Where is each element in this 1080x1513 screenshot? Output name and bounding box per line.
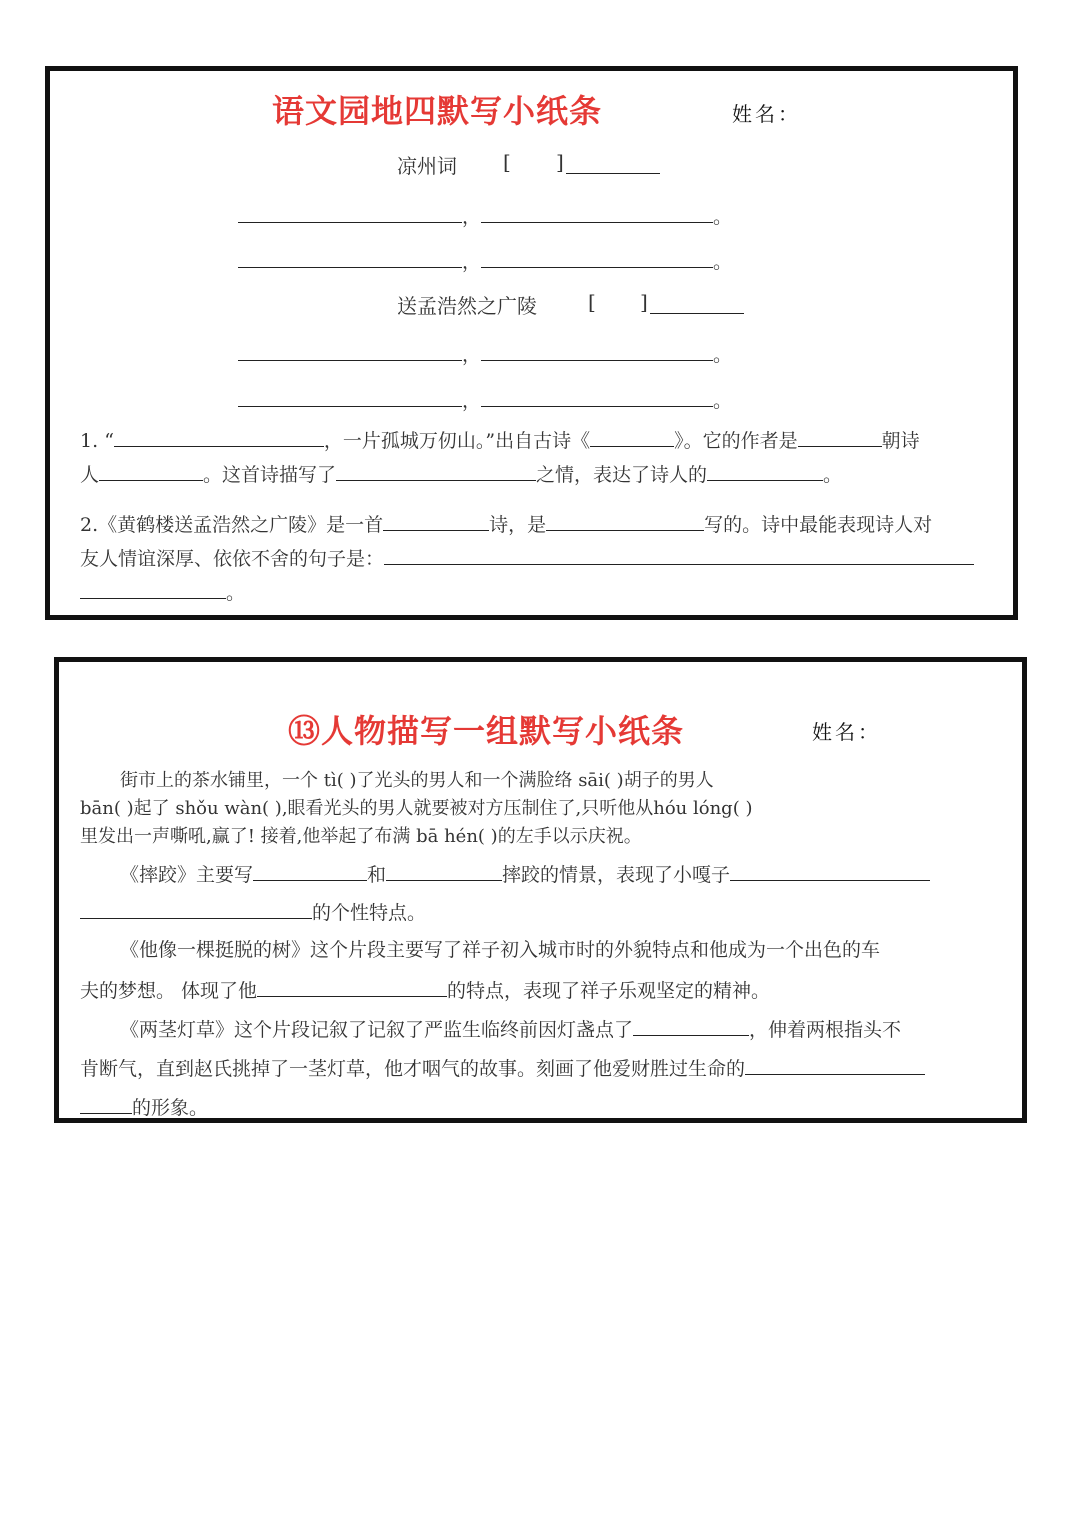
q2-text: 。 bbox=[226, 582, 246, 604]
comma: ， bbox=[462, 251, 482, 273]
q2-text: 写的。诗中最能表现诗人对 bbox=[704, 514, 933, 536]
para1-line-2: bān( )起了 shǒu wàn( ),眼看光头的男人就要被对方压制住了,只听他从hóu lóng( ) bbox=[80, 798, 753, 819]
poem2-author-blank[interactable] bbox=[650, 293, 744, 314]
answer-blank[interactable] bbox=[238, 338, 462, 361]
answer-blank[interactable] bbox=[80, 1093, 132, 1114]
comma: ， bbox=[462, 206, 482, 228]
question-2-line-1 bbox=[80, 508, 932, 542]
answer-blank[interactable] bbox=[238, 245, 462, 268]
poem2-bracket-left: [ bbox=[588, 290, 596, 314]
answer-blank[interactable] bbox=[481, 384, 713, 407]
question-2-line-2 bbox=[80, 542, 974, 576]
answer-blank[interactable] bbox=[745, 1054, 925, 1075]
q1-text: 人 bbox=[80, 464, 100, 486]
answer-blank[interactable] bbox=[253, 860, 367, 881]
para4-text: 《两茎灯草》这个片段记叙了记叙了严监生临终前因灯盏点了 bbox=[120, 1019, 634, 1041]
q2-text: 诗，是 bbox=[489, 514, 547, 536]
para3-text: 夫的梦想。 体现了他 bbox=[80, 980, 258, 1002]
answer-blank[interactable] bbox=[481, 200, 713, 223]
answer-blank[interactable] bbox=[633, 1015, 749, 1036]
card1-title: 语文园地四默写小纸条 bbox=[272, 92, 603, 130]
answer-blank[interactable] bbox=[384, 544, 974, 565]
para2-text: 的个性特点。 bbox=[312, 902, 427, 924]
card2-name-label: 姓名： bbox=[812, 720, 881, 744]
para2-text: 和 bbox=[367, 864, 387, 886]
period: 。 bbox=[713, 344, 733, 366]
comma: ， bbox=[462, 390, 482, 412]
para2-line-1 bbox=[80, 860, 1040, 888]
question-1-line-1 bbox=[80, 424, 920, 458]
poem1-bracket-right: ] bbox=[556, 150, 564, 174]
para1-line-3: 里发出一声嘶吼,赢了! 接着,他举起了布满 bā hén( )的左手以示庆祝。 bbox=[80, 826, 642, 847]
q1-text: 之情，表达了诗人的 bbox=[536, 464, 708, 486]
answer-blank[interactable] bbox=[336, 460, 536, 481]
para4-text: 的形象。 bbox=[132, 1097, 209, 1119]
poem2-title: 送孟浩然之广陵 bbox=[397, 294, 537, 318]
period: 。 bbox=[713, 390, 733, 412]
poem1-author-blank[interactable] bbox=[566, 153, 660, 174]
answer-blank[interactable] bbox=[99, 460, 203, 481]
period: 。 bbox=[713, 251, 733, 273]
answer-blank[interactable] bbox=[80, 898, 312, 919]
para1-line-1: 街市上的茶水铺里，一个 tì( )了光头的男人和一个满脸络 sāi( )胡子的男人 bbox=[120, 770, 714, 791]
answer-blank[interactable] bbox=[707, 460, 823, 481]
question-2-line-3 bbox=[80, 576, 245, 610]
card2-title: ⑬人物描写一组默写小纸条 bbox=[288, 712, 685, 750]
poem2-line-1 bbox=[238, 338, 732, 367]
para2-line-2 bbox=[80, 898, 1000, 926]
answer-blank[interactable] bbox=[481, 245, 713, 268]
q2-text: 友人情谊深厚、依依不舍的句子是： bbox=[80, 548, 385, 570]
answer-blank[interactable] bbox=[80, 578, 226, 599]
card1-name-label: 姓名： bbox=[732, 102, 801, 126]
para2-text: 《摔跤》主要写 bbox=[120, 864, 254, 886]
para4-line-3 bbox=[80, 1093, 1000, 1121]
answer-blank[interactable] bbox=[798, 426, 882, 447]
q1-text: 朝诗 bbox=[881, 430, 920, 452]
answer-blank[interactable] bbox=[238, 384, 462, 407]
period: 。 bbox=[713, 206, 733, 228]
poem2-bracket-right: ] bbox=[640, 290, 648, 314]
answer-blank[interactable] bbox=[383, 510, 489, 531]
poem1-title: 凉州词 bbox=[397, 154, 457, 178]
answer-blank[interactable] bbox=[590, 426, 674, 447]
para3-line-2 bbox=[80, 976, 1000, 1004]
q1-text: 》。它的作者是 bbox=[674, 430, 798, 452]
answer-blank[interactable] bbox=[257, 976, 447, 997]
question-1-line-2 bbox=[80, 458, 842, 492]
comma: ， bbox=[462, 344, 482, 366]
para3-text: 的特点，表现了祥子乐观坚定的精神。 bbox=[447, 980, 771, 1002]
q1-text: 。这首诗描写了 bbox=[203, 464, 337, 486]
para4-text: 肯断气，直到赵氏挑掉了一茎灯草，他才咽气的故事。刻画了他爱财胜过生命的 bbox=[80, 1058, 746, 1080]
q1-number: 1. bbox=[80, 430, 99, 452]
para4-line-1 bbox=[80, 1015, 1040, 1043]
q1-text: 。 bbox=[823, 464, 843, 486]
para4-text: ，伸着两根指头不 bbox=[749, 1019, 902, 1041]
q1-text: “ bbox=[104, 430, 114, 452]
para3-line-1: 《他像一棵挺脱的树》这个片段主要写了祥子初入城市时的外貌特点和他成为一个出色的车 bbox=[120, 939, 881, 961]
para4-line-2 bbox=[80, 1054, 1000, 1082]
answer-blank[interactable] bbox=[238, 200, 462, 223]
poem1-line-2 bbox=[238, 245, 732, 274]
answer-blank[interactable] bbox=[546, 510, 704, 531]
answer-blank[interactable] bbox=[730, 860, 930, 881]
poem2-line-2 bbox=[238, 384, 732, 413]
q1-text: ，一片孤城万仞山。”出自古诗《 bbox=[323, 430, 591, 452]
answer-blank[interactable] bbox=[386, 860, 502, 881]
answer-blank[interactable] bbox=[481, 338, 713, 361]
answer-blank[interactable] bbox=[114, 426, 324, 447]
poem1-bracket-left: [ bbox=[503, 150, 511, 174]
para2-text: 摔跤的情景，表现了小嘎子 bbox=[502, 864, 731, 886]
poem1-line-1 bbox=[238, 200, 732, 229]
q2-text: 2.《黄鹤楼送孟浩然之广陵》是一首 bbox=[80, 514, 384, 536]
